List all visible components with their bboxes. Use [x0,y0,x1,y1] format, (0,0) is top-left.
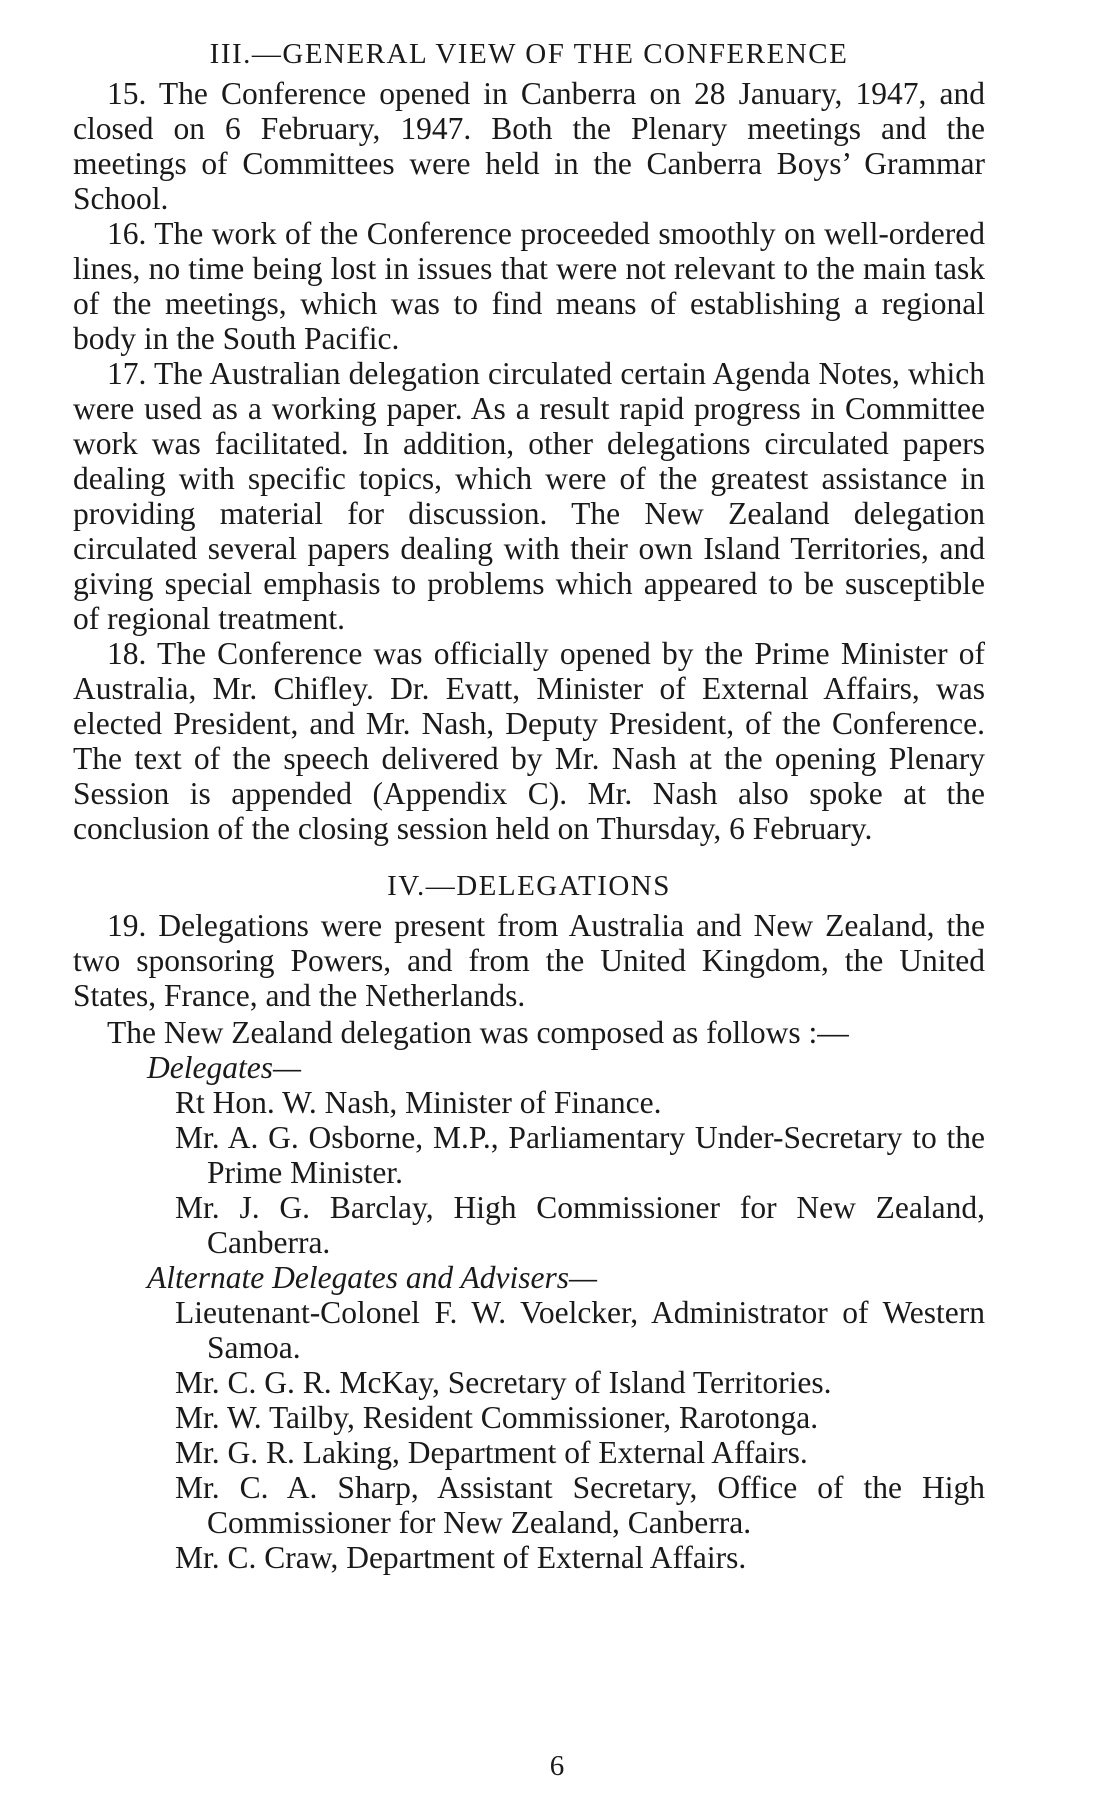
paragraph-18: 18. The Conference was officially opened by the Prime Minister of Australia, Mr. Chifley. Dr. Evatt, Minister of External Affairs, was elected President, and Mr. Nash, Deputy President, of the Conference. The text of the speech delivered by Mr. Nash at the opening Plenary Session is appended (Appendix C). Mr. Nash also spoke at the conclusion of the closing session held on Thursday, 6 February. [73,636,985,846]
list-item: Lieutenant-Colonel F. W. Voelcker, Administrator of Western Samoa. [175,1295,985,1365]
document-page [73,36,985,1575]
delegates-subheading: Delegates— [147,1050,301,1085]
list-item: Mr. G. R. Laking, Department of External Affairs. [175,1435,808,1470]
paragraph-16: 16. The work of the Conference proceeded smoothly on well-ordered lines, no time being lost in issues that were not relevant to the main task of the meetings, which was to find means of establishing a regional body in the South Pacific. [73,216,985,356]
list-item: Mr. A. G. Osborne, M.P., Parliamentary Under-Secretary to the Prime Minister. [175,1120,985,1190]
paragraph-19: 19. Delegations were present from Australia and New Zealand, the two sponsoring Powers, and from the United Kingdom, the United States, France, and the Netherlands. [73,908,985,1013]
alternates-list [73,1295,985,1575]
list-item: Mr. W. Tailby, Resident Commissioner, Rarotonga. [175,1400,819,1435]
paragraph-17: 17. The Australian delegation circulated certain Agenda Notes, which were used as a working paper. As a result rapid progress in Committee work was facilitated. In addition, other delegations circulated papers dealing with specific topics, which were of the greatest assistance in providing material for discussion. The New Zealand delegation circulated several papers dealing with their own Island Territories, and giving special emphasis to problems which appeared to be susceptible of regional treatment. [73,356,985,636]
section-heading-general-view: III.—GENERAL VIEW OF THE CONFERENCE [209,38,849,70]
delegation-intro: The New Zealand delegation was composed as follows :— [107,1015,849,1050]
list-item: Rt Hon. W. Nash, Minister of Finance. [175,1085,662,1120]
delegates-list [73,1085,985,1260]
page-number: 6 [549,1750,565,1782]
alternates-subheading: Alternate Delegates and Advisers— [147,1260,597,1295]
paragraph-15: 15. The Conference opened in Canberra on 28 January, 1947, and closed on 6 February, 1947. Both the Plenary meetings and the meetings of Committees were held in the Canberra Boys’ Grammar School. [73,76,985,216]
list-item: Mr. C. A. Sharp, Assistant Secretary, Office of the High Commissioner for New Zealand, Canberra. [175,1470,985,1540]
list-item: Mr. C. Craw, Department of External Affairs. [175,1540,747,1575]
list-item: Mr. C. G. R. McKay, Secretary of Island Territories. [175,1365,832,1400]
section-heading-delegations: IV.—DELEGATIONS [387,870,671,902]
list-item: Mr. J. G. Barclay, High Commissioner for New Zealand, Canberra. [175,1190,985,1260]
